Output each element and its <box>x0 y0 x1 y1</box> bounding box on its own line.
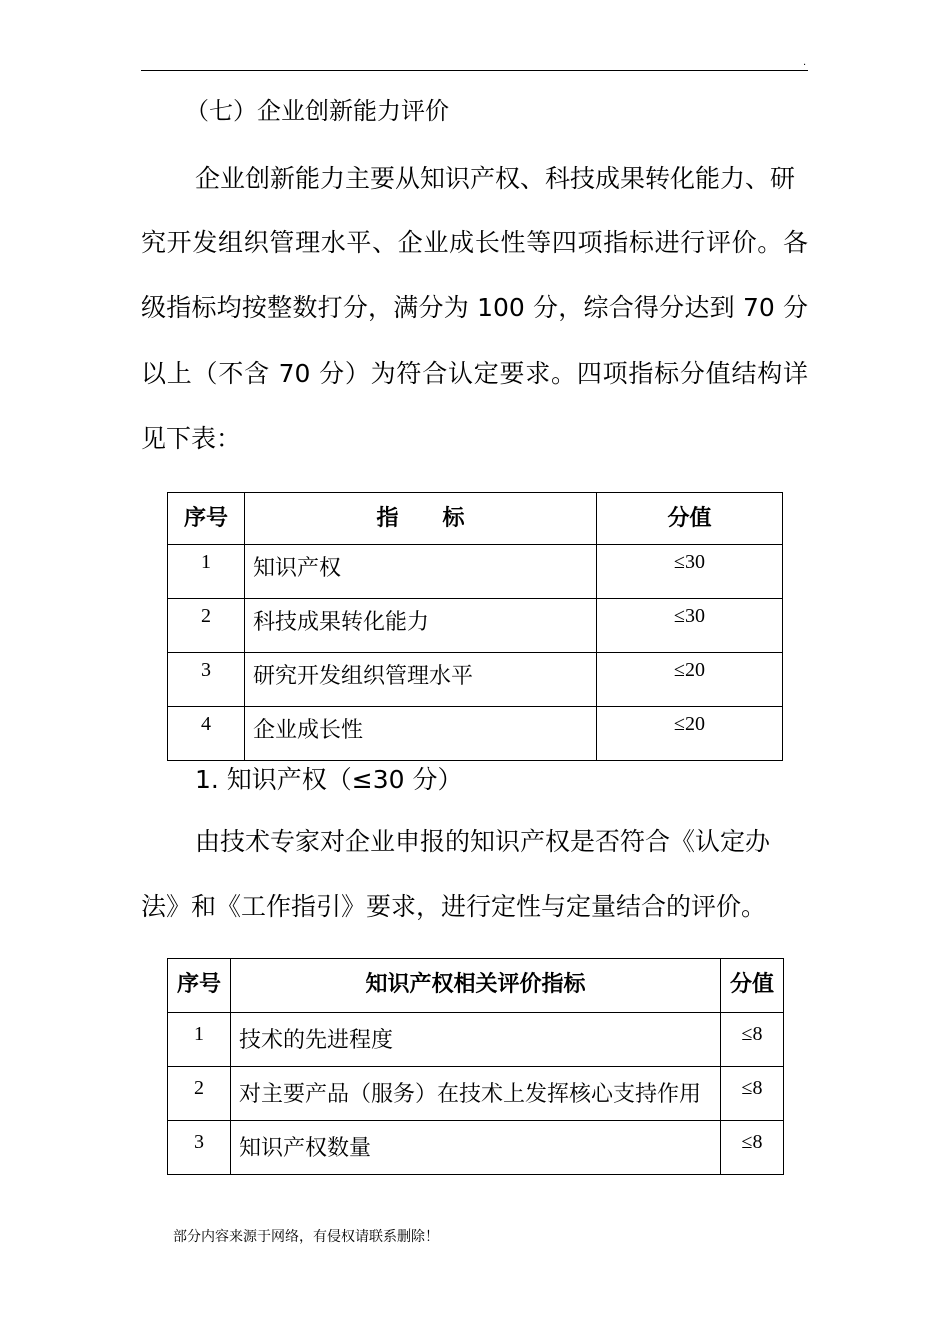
table-row <box>168 707 783 761</box>
intro-line-3: 级指标均按整数打分，满分为 100 分，综合得分达到 70 分 <box>141 293 808 322</box>
row-indicator: 知识产权 <box>245 545 597 599</box>
row-no: 3 <box>168 1121 231 1175</box>
subsection-heading: 1. 知识产权（≤30 分） <box>195 765 463 794</box>
row-no: 2 <box>168 599 245 653</box>
intro-line-5: 见下表： <box>141 424 242 453</box>
table-header-row <box>168 493 783 545</box>
header-indicator: 指 标 <box>245 493 597 545</box>
ip-indicator-table <box>167 958 784 1175</box>
row-no: 1 <box>168 545 245 599</box>
table-row <box>168 545 783 599</box>
row-indicator: 科技成果转化能力 <box>245 599 597 653</box>
ip-line-2: 法》和《工作指引》要求，进行定性与定量结合的评价。 <box>141 892 767 921</box>
header-no: 序号 <box>168 959 231 1013</box>
intro-line-2: 究开发组织管理水平、企业成长性等四项指标进行评价。各 <box>141 228 808 257</box>
table-row <box>168 653 783 707</box>
row-no: 2 <box>168 1067 231 1121</box>
row-no: 3 <box>168 653 245 707</box>
section-heading: （七）企业创新能力评价 <box>185 97 449 125</box>
intro-line-1: 企业创新能力主要从知识产权、科技成果转化能力、研 <box>195 164 796 193</box>
row-indicator: 对主要产品（服务）在技术上发挥核心支持作用 <box>231 1067 721 1121</box>
table-row <box>168 1013 784 1067</box>
indicator-table <box>167 492 783 761</box>
row-no: 4 <box>168 707 245 761</box>
header-dot: . <box>803 57 807 68</box>
header-rule <box>141 70 808 71</box>
intro-line-4: 以上（不含 70 分）为符合认定要求。四项指标分值结构详 <box>141 359 808 388</box>
ip-line-1: 由技术专家对企业申报的知识产权是否符合《认定办 <box>195 827 771 856</box>
row-score: ≤30 <box>597 599 783 653</box>
table-row <box>168 1121 784 1175</box>
row-indicator: 研究开发组织管理水平 <box>245 653 597 707</box>
header-score: 分值 <box>721 959 784 1013</box>
row-indicator: 知识产权数量 <box>231 1121 721 1175</box>
header-indicator: 知识产权相关评价指标 <box>231 959 721 1013</box>
table-header-row <box>168 959 784 1013</box>
table-row <box>168 1067 784 1121</box>
row-score: ≤8 <box>721 1121 784 1175</box>
row-score: ≤20 <box>597 653 783 707</box>
row-score: ≤30 <box>597 545 783 599</box>
row-score: ≤8 <box>721 1067 784 1121</box>
header-no: 序号 <box>168 493 245 545</box>
row-score: ≤20 <box>597 707 783 761</box>
row-score: ≤8 <box>721 1013 784 1067</box>
row-indicator: 企业成长性 <box>245 707 597 761</box>
row-no: 1 <box>168 1013 231 1067</box>
footer-disclaimer: 部分内容来源于网络，有侵权请联系删除！ <box>173 1229 439 1245</box>
header-score: 分值 <box>597 493 783 545</box>
row-indicator: 技术的先进程度 <box>231 1013 721 1067</box>
table-row <box>168 599 783 653</box>
